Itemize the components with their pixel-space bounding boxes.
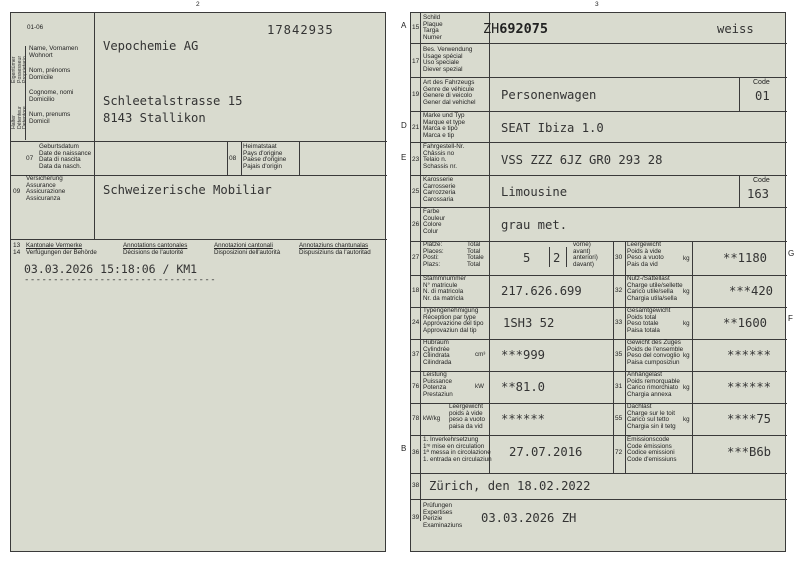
inspection-label: Prüfungen Expertises Perizie Examinaziuns [423, 502, 463, 529]
birth-date-label: Geburtsdatum Date de naissance Data di nascita Data da nasch. [39, 143, 92, 170]
body-code: 163 [747, 187, 770, 201]
matricule-number: 217.626.699 [501, 284, 582, 298]
roof-load-unit: kg [683, 416, 690, 423]
payload-value: ***420 [729, 284, 774, 298]
train-weight-label: Gewicht des Zuges Poids de l'ensemble Peso del convoglio Paisa cumposiziun [627, 339, 684, 366]
field-37-number: 37 [412, 351, 420, 358]
right-page [410, 12, 786, 552]
field-55-number: 55 [615, 415, 623, 422]
body-type: Limousine [501, 185, 568, 199]
field-13-number: 13 [13, 242, 21, 249]
remarks-rm-2: Dispusiziuns da l'autoritad [299, 249, 371, 256]
remarks-fr: Annotations cantonales [123, 242, 188, 249]
towing-weight: ****** [727, 380, 772, 394]
first-registration-label: 1. Inverkehrsetzung 1ʳᵉ mise en circulation 1ª messa in circolazione 1. entrada en circulaziun [423, 436, 492, 463]
inspection-value: 03.03.2026 ZH [481, 511, 577, 525]
field-33-number: 33 [615, 319, 623, 326]
seats-front: 2 [553, 251, 561, 265]
field-18-number: 18 [412, 287, 420, 294]
field-38-number: 38 [412, 482, 420, 489]
name-label: Name, Vornamen Wohnort [29, 45, 79, 59]
seats-total: 5 [523, 251, 531, 265]
side-letter-d: D [401, 121, 407, 130]
field-17-number: 17 [412, 58, 420, 65]
remark-dashes: --------------------------------- [24, 275, 217, 285]
seats-total-label: Total Total Totale Total [467, 241, 484, 268]
displacement-label: Hubraum Cylindrée Cilindrata Cilindrada [423, 339, 452, 366]
body-label: Karosserie Carrosserie Carrozzeria Carossaria [423, 176, 456, 203]
field-27-number: 27 [412, 254, 420, 261]
remarks-it: Annotazioni cantonali [214, 242, 273, 249]
remarks-it-2: Disposizioni dell'autorità [214, 249, 281, 256]
side-letter-a: A [401, 21, 407, 30]
plate-color: weiss [717, 22, 754, 36]
remark-entry: 03.03.2026 15:18:06 / KM1 [24, 262, 198, 276]
field-07-number: 07 [26, 155, 34, 162]
chassis-label: Fahrgestell-Nr. Châssis no Telaio n. Schassis nr. [423, 143, 465, 170]
field-39-number: 39 [412, 514, 420, 521]
field-23-number: 23 [412, 156, 420, 163]
document-number: 17842935 [267, 23, 334, 37]
make-type-label: Marke und Typ Marque et type Marca e tipo Marca e tip [423, 112, 466, 139]
type-approval: 1SH3 52 [503, 316, 555, 330]
remarks-fr-2: Décisions de l'autorité [123, 249, 184, 256]
displacement: ***999 [501, 348, 546, 362]
vehicle-code-label: Code [753, 79, 770, 86]
vehicle-type-label: Art des Fahrzeugs Genre de véhicule Genere di veicolo Gener dal vehichel [423, 79, 476, 106]
side-letter-f: F [788, 314, 793, 323]
field-31-number: 31 [615, 383, 623, 390]
power-weight-label: Leergewicht poids à vide peso a vuoto paisa da vid [449, 403, 486, 430]
remarks-de: Kantonale Vermerke [26, 242, 83, 249]
color-label: Farbe Couleur Colore Colur [423, 208, 446, 235]
name-label-it: Cognome, nomi Domicilio [29, 89, 74, 103]
first-registration: 27.07.2016 [509, 445, 583, 459]
holder-label-rotated: Halter Détenteur Detentore [11, 106, 29, 129]
type-approval-label: Typengenehmigung Réception par type Approvazione del tipo Approvaziun dal tip [423, 307, 484, 334]
train-weight-unit: kg [683, 352, 690, 359]
form-number: 01-06 [27, 24, 44, 31]
field-78-number: 78 [412, 415, 420, 422]
issue-place-date: Zürich, den 18.02.2022 [429, 479, 591, 493]
seats-front-label: vorne) avant) anteriori) davant) [573, 241, 598, 268]
make-model: SEAT Ibiza 1.0 [501, 121, 604, 135]
total-weight-unit: kg [683, 320, 690, 327]
color-value: grau met. [501, 218, 568, 232]
towing-unit: kg [683, 384, 690, 391]
towing-label: Anhängelast Poids remorquable Carico rimorchiato Chargia annexa [627, 371, 680, 398]
plate-label: Schild Plaque Targa Numer [423, 14, 443, 41]
roof-load-label: Dachlast Charge sur le toit Carico sul tetto Chargia sin il tetg [627, 403, 676, 430]
insurance-label: Versicherung Assurance Assicurazione Assicuranza [26, 175, 66, 202]
page-number-left: 2 [196, 1, 200, 8]
field-08-number: 08 [229, 155, 237, 162]
name-label-fr: Nom, prénoms Domicile [29, 67, 71, 81]
home-state-label: Heimatstaat Pays d'origine Paese d'origine Pajais d'origin [243, 143, 287, 170]
name-label-rm: Num, prenums Domicil [29, 111, 71, 125]
special-use-label: Bes. Verwendung Usage spécial Uso speciale Diever spezial [423, 46, 473, 73]
field-26-number: 26 [412, 221, 420, 228]
displacement-unit: cm³ [475, 351, 486, 358]
power-unit: kW [475, 383, 484, 390]
emission-code: ***B6b [727, 445, 772, 459]
remarks-de-2: Verfügungen der Behörde [26, 249, 97, 256]
seats-label: Plätze: Places: Posti: Plazs: [423, 241, 444, 268]
field-72-number: 72 [615, 449, 623, 456]
chassis-number: VSS ZZZ 6JZ GR0 293 28 [501, 153, 663, 167]
side-letter-g: G [788, 249, 795, 258]
holder-city: 8143 Stallikon [103, 111, 206, 125]
field-14-number: 14 [13, 249, 21, 256]
field-35-number: 35 [615, 351, 623, 358]
power-value: **81.0 [501, 380, 546, 394]
field-36-number: 36 [412, 449, 420, 456]
insurance-value: Schweizerische Mobiliar [103, 183, 272, 197]
total-weight-label: Gesamtgewicht Poids total Peso totale Paisa totala [627, 307, 671, 334]
field-30-number: 30 [615, 254, 623, 261]
field-32-number: 32 [615, 287, 623, 294]
power-weight: ****** [501, 412, 546, 426]
empty-weight-unit: kg [683, 255, 690, 262]
body-code-label: Code [753, 177, 770, 184]
field-09-number: 09 [13, 188, 21, 195]
owner-label-rotated: Eigentümer Possesseur Proprietario [11, 55, 29, 83]
holder-name: Vepochemie AG [103, 39, 199, 53]
emission-code-label: Emissionscode Code émissions Codice emissioni Code d'emissiuns [627, 436, 677, 463]
payload-unit: kg [683, 288, 690, 295]
empty-weight: **1180 [723, 251, 768, 265]
field-24-number: 24 [412, 319, 420, 326]
remarks-rm: Annotaziuns chantunalas [299, 242, 369, 249]
page-number-right: 3 [595, 1, 599, 8]
matricule-label: Stammnummer N° matricule N. di matricola Nr. da matricla [423, 275, 467, 302]
side-letter-b: B [401, 444, 407, 453]
roof-load: ****75 [727, 412, 772, 426]
power-label: Leistung Puissance Potenza Prestaziun [423, 371, 453, 398]
side-letter-e: E [401, 153, 407, 162]
field-25-number: 25 [412, 188, 420, 195]
empty-weight-label: Leergewicht Poids à vide Peso a vuoto Pais da vid [627, 241, 664, 268]
vehicle-code: 01 [755, 89, 770, 103]
left-page [10, 12, 386, 552]
total-weight: **1600 [723, 316, 768, 330]
train-weight: ****** [727, 348, 772, 362]
field-19-number: 19 [412, 91, 420, 98]
field-15-number: 15 [412, 24, 420, 31]
field-76-number: 76 [412, 383, 420, 390]
holder-street: Schleetalstrasse 15 [103, 94, 243, 108]
power-weight-unit: kW/kg [423, 415, 441, 422]
vehicle-type: Personenwagen [501, 88, 597, 102]
field-21-number: 21 [412, 124, 420, 131]
plate-prefix: ZH [483, 21, 500, 37]
payload-label: Nutz-/Sattellast Charge utile/sellette Carico utile/sella Chargia utila/sella [627, 275, 683, 302]
plate-number: 692075 [499, 21, 549, 37]
